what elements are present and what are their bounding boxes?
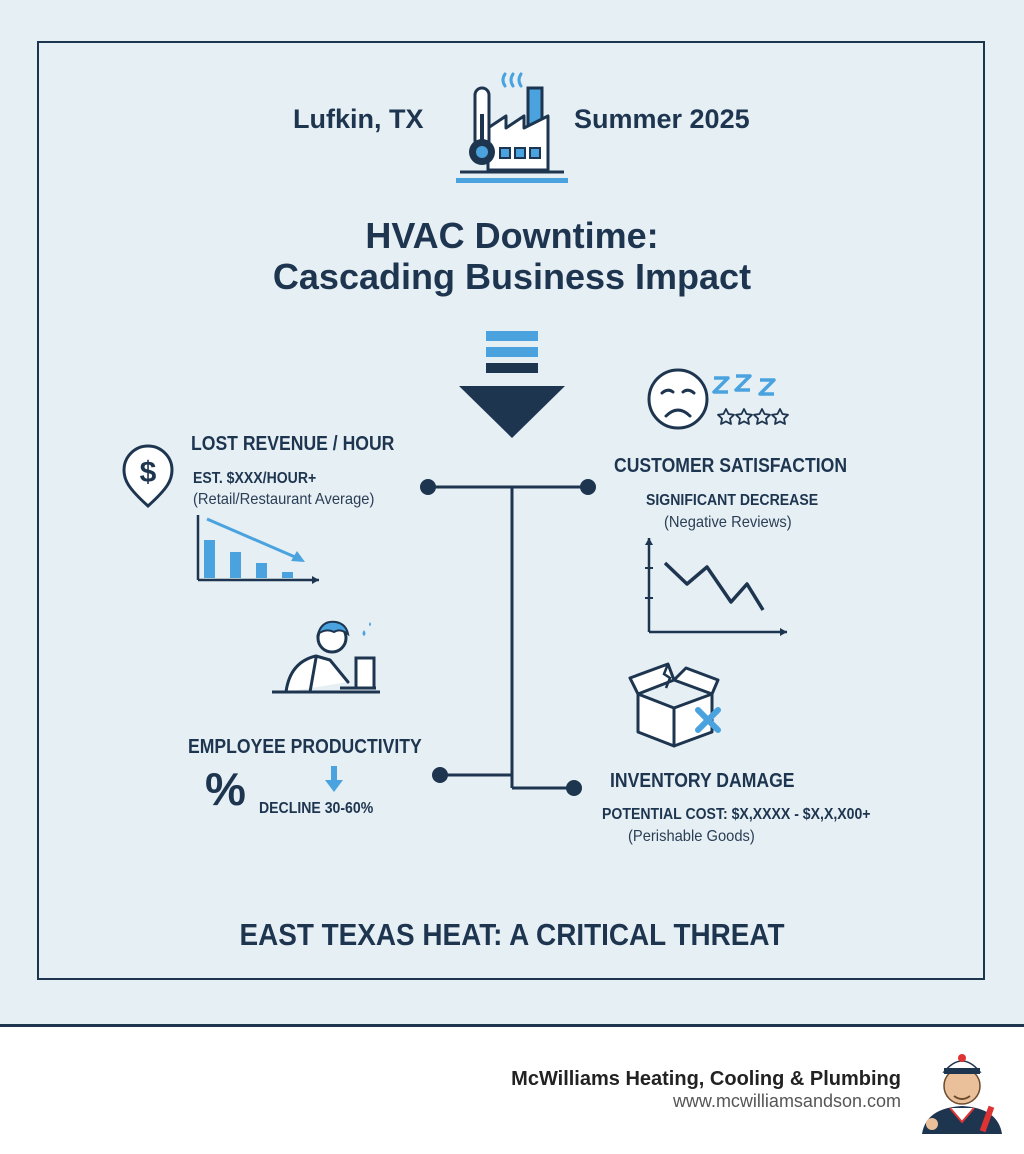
footer-divider bbox=[0, 1024, 1024, 1027]
revenue-value: EST. $XXX/HOUR+ bbox=[193, 470, 317, 487]
star-rating-icon bbox=[710, 374, 800, 434]
title-line-1: HVAC Downtime: bbox=[365, 215, 659, 256]
productivity-label: EMPLOYEE PRODUCTIVITY bbox=[188, 736, 422, 758]
title-line-2: Cascading Business Impact bbox=[272, 256, 752, 297]
satisfaction-label: CUSTOMER SATISFACTION bbox=[614, 455, 848, 477]
declining-bar-chart-icon bbox=[195, 515, 325, 585]
brand-url[interactable]: www.mcwilliamsandson.com bbox=[672, 1091, 901, 1111]
brand-name: McWilliams Heating, Cooling & Plumbing bbox=[511, 1068, 901, 1090]
damaged-box-icon bbox=[628, 658, 728, 748]
stressed-worker-icon bbox=[272, 618, 382, 698]
productivity-value: DECLINE 30-60% bbox=[259, 800, 374, 817]
dollar-pin-icon bbox=[120, 442, 176, 508]
revenue-label: LOST REVENUE / HOUR bbox=[191, 433, 395, 455]
technician-mascot-icon bbox=[920, 1050, 1004, 1134]
satisfaction-note: (Negative Reviews) bbox=[664, 514, 792, 531]
inventory-note: (Perishable Goods) bbox=[628, 828, 755, 845]
inventory-label: INVENTORY DAMAGE bbox=[610, 770, 795, 792]
inventory-value: POTENTIAL COST: $X,XXXX - $X,X,X00+ bbox=[602, 806, 871, 823]
sad-face-icon bbox=[645, 366, 715, 436]
declining-line-chart-icon bbox=[645, 538, 795, 638]
satisfaction-value: SIGNIFICANT DECREASE bbox=[646, 492, 819, 509]
location-label: Lufkin, TX bbox=[293, 104, 424, 134]
revenue-note: (Retail/Restaurant Average) bbox=[193, 491, 375, 508]
decline-arrow-icon bbox=[324, 766, 344, 796]
percent-symbol: % bbox=[205, 763, 246, 815]
critical-threat-heading: EAST TEXAS HEAT: A CRITICAL THREAT bbox=[239, 917, 785, 952]
season-label: Summer 2025 bbox=[574, 104, 750, 134]
svg-text:$: $ bbox=[139, 456, 157, 489]
